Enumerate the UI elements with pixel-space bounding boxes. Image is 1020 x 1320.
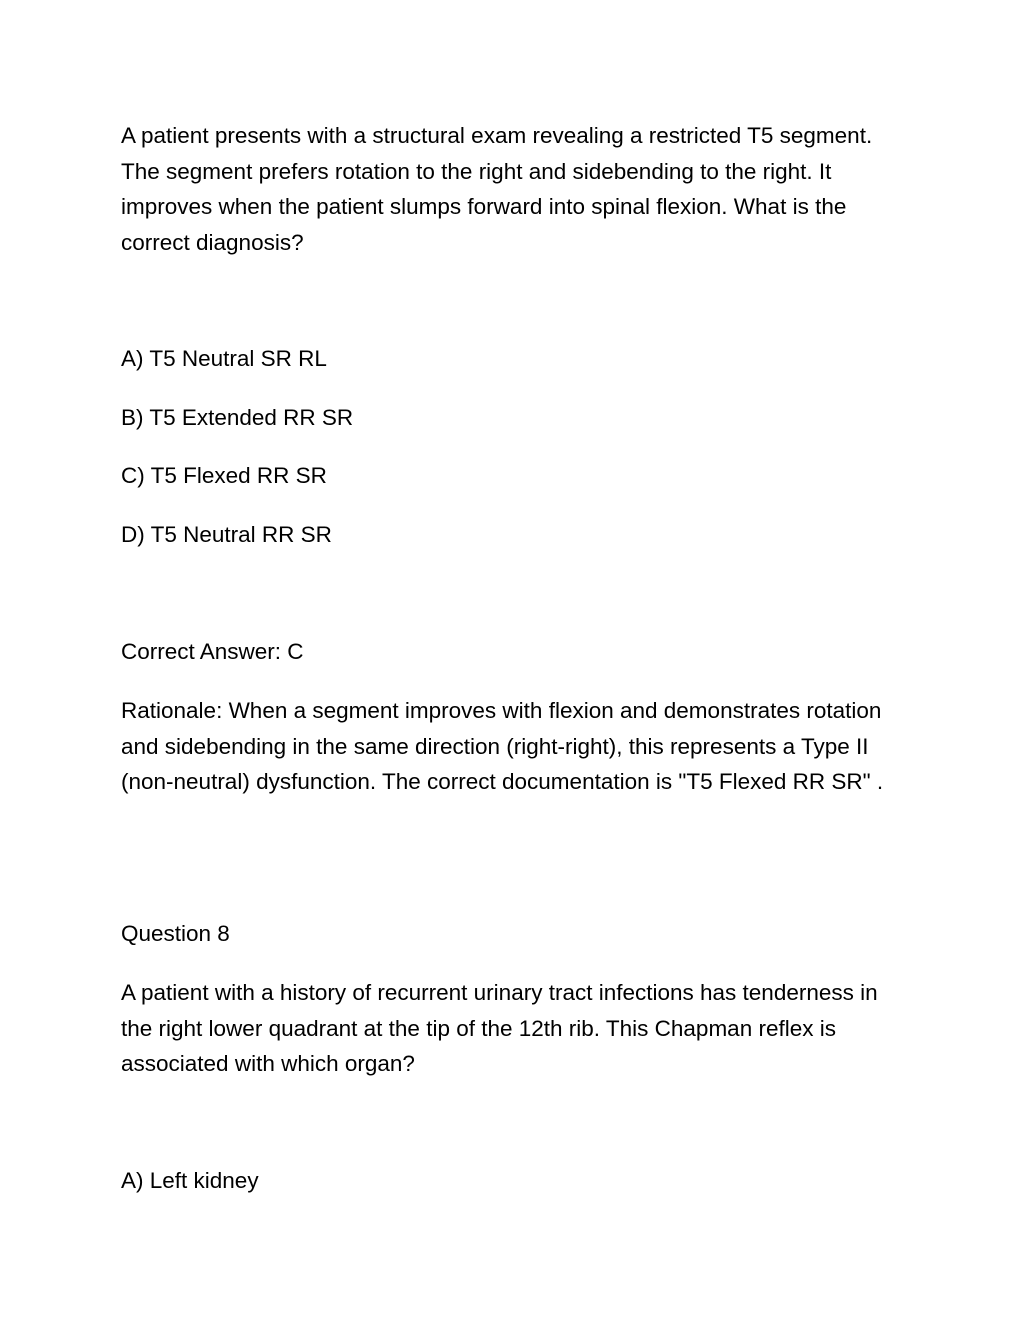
question-stem: A patient presents with a structural exam revealing a restricted T5 segment. The segment prefers rotation to the right and sidebending to the right. It improves when the patient slumps forward into spinal flexion. What is the correct diagnosis? [121, 123, 873, 255]
answer-option-a: A) Left kidney [121, 1168, 259, 1193]
answer-option-c: C) T5 Flexed RR SR [121, 463, 327, 488]
answer-option-b: B) T5 Extended RR SR [121, 405, 354, 430]
answer-option-a: A) T5 Neutral SR RL [121, 346, 327, 371]
correct-answer: Correct Answer: C [121, 639, 304, 664]
answer-option-d: D) T5 Neutral RR SR [121, 522, 332, 547]
question-heading: Question 8 [121, 921, 230, 946]
rationale: Rationale: When a segment improves with flexion and demonstrates rotation and sidebending in the same direction (right-right), this represents a Type II (non-neutral) dysfunction. The correct documentation is "T5 Flexed RR SR" . [121, 698, 884, 794]
question-stem: A patient with a history of recurrent urinary tract infections has tenderness in the right lower quadrant at the tip of the 12th rib. This Chapman reflex is associated with which organ? [121, 980, 878, 1076]
